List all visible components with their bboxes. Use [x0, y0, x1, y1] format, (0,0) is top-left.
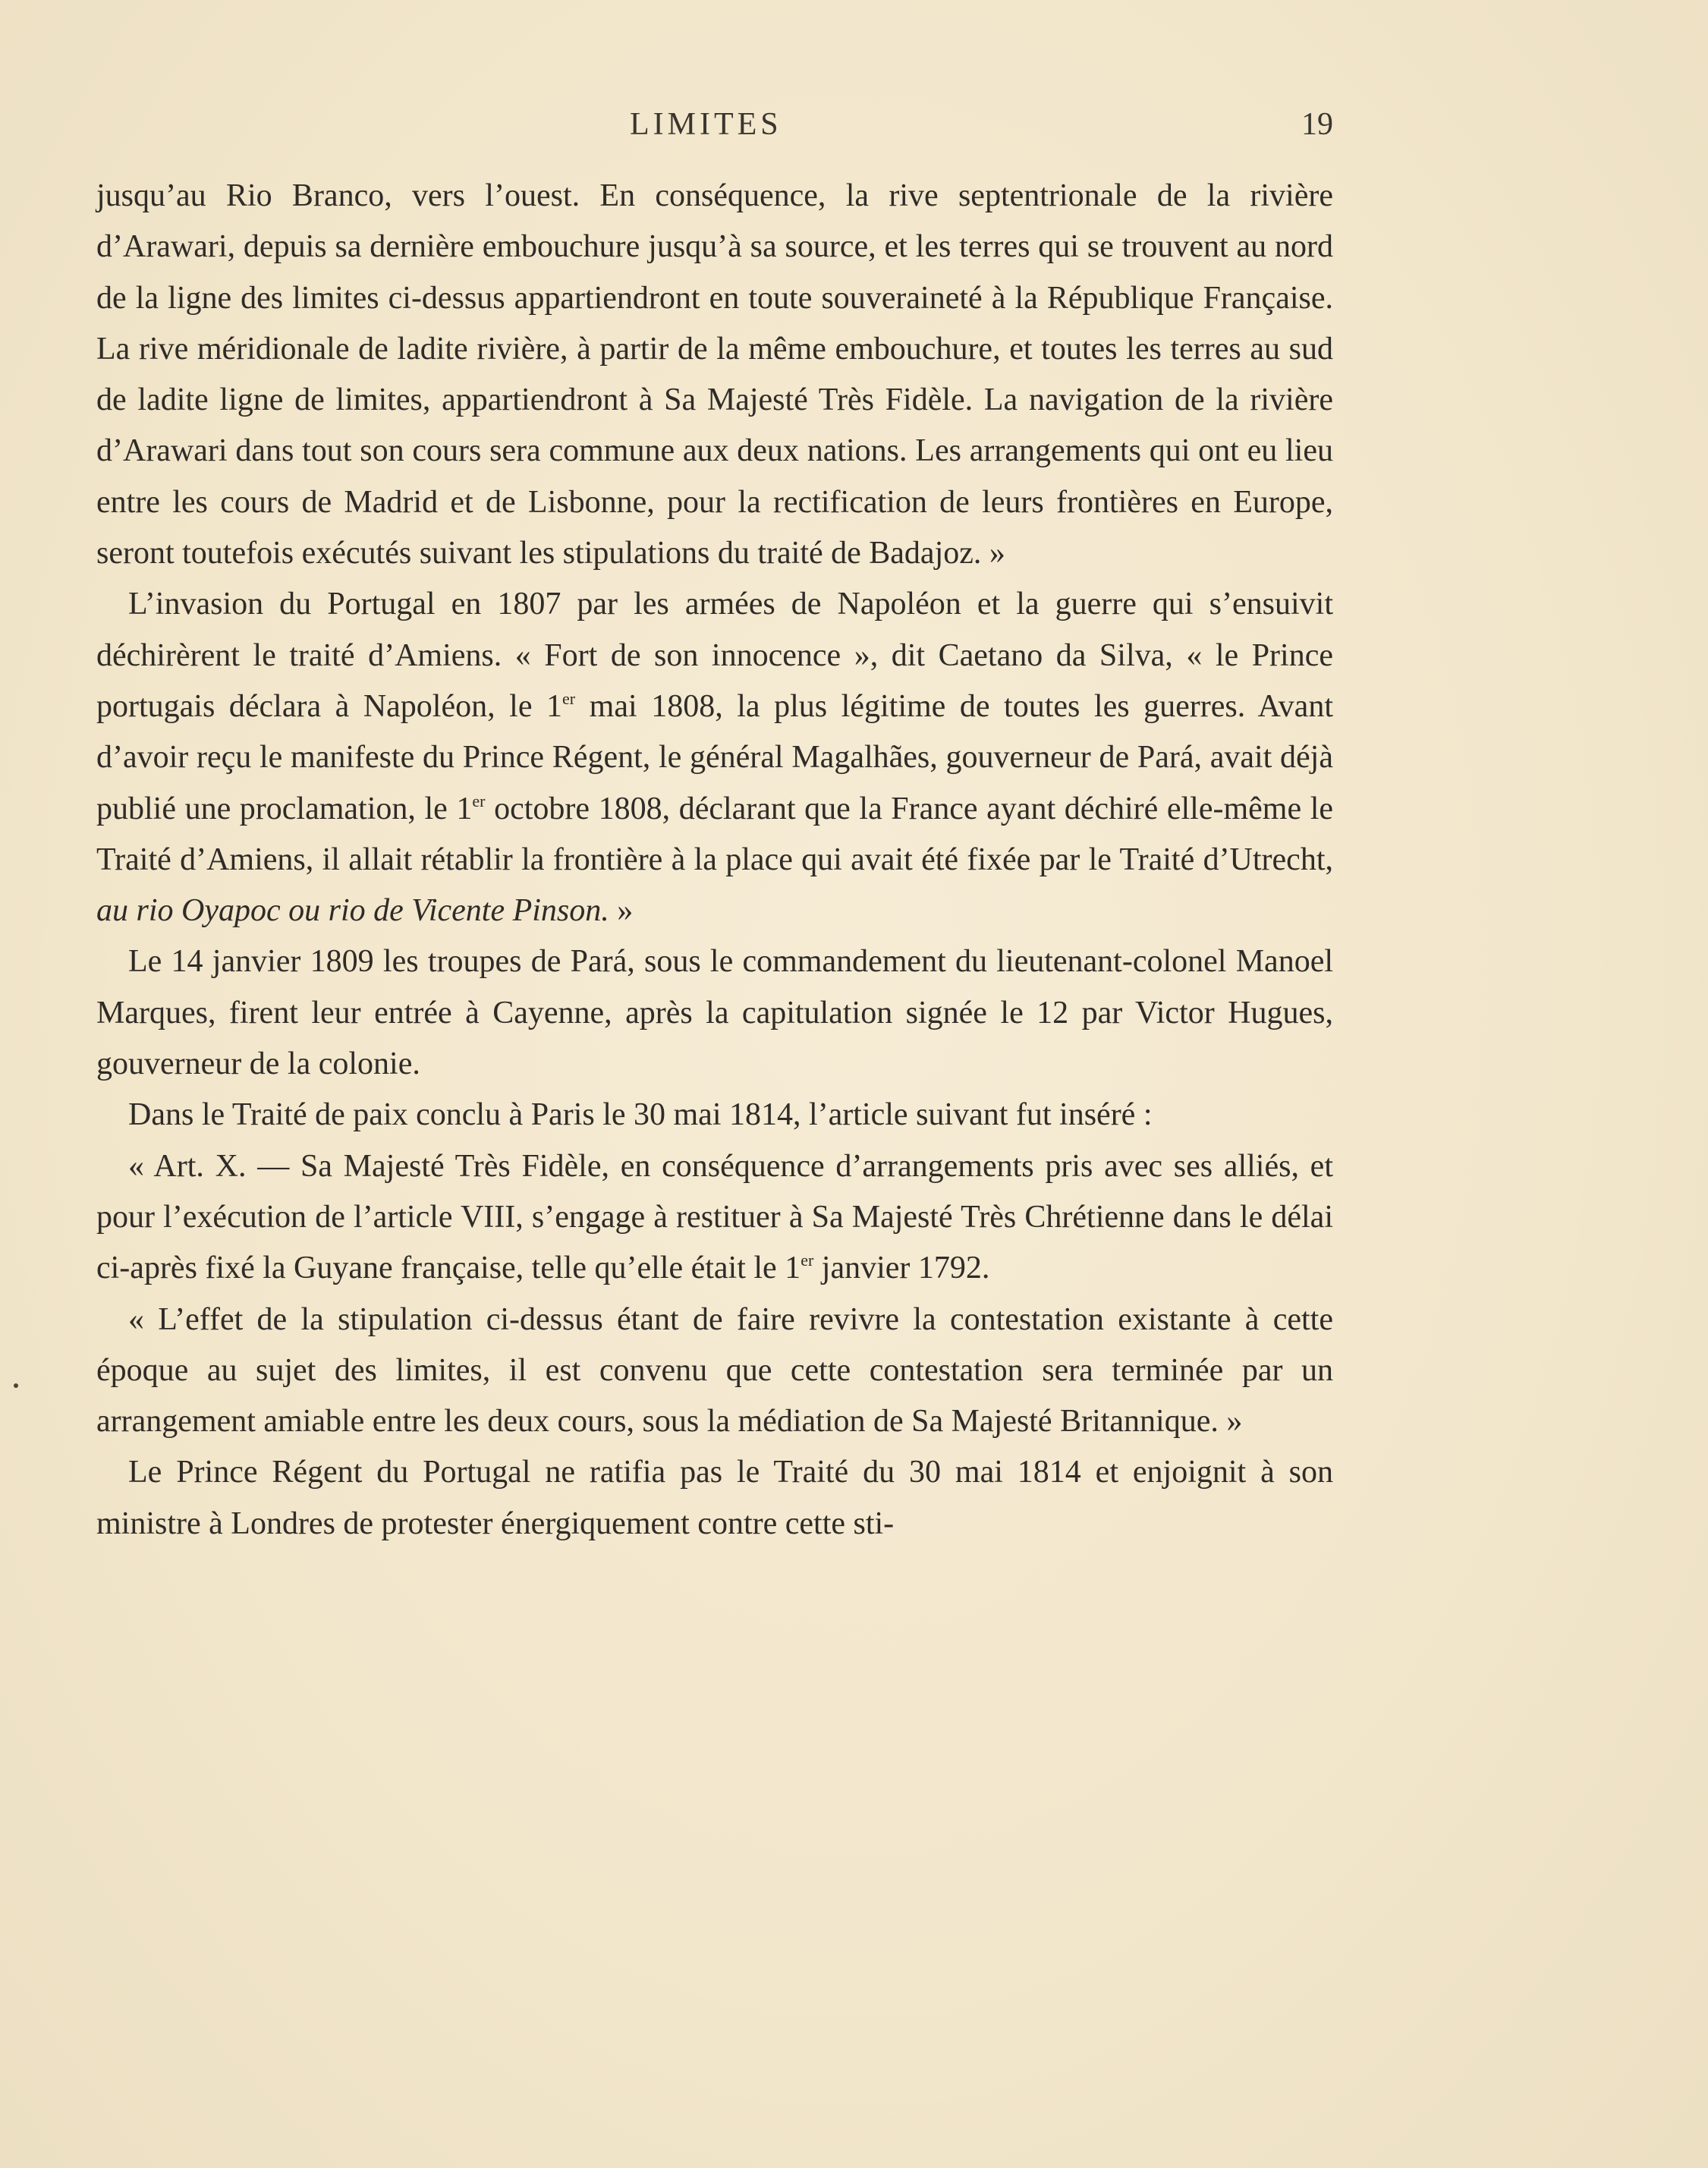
paragraph-2-part-b: mai 1808, la plus légitime de toutes les guerres. Avant d’avoir reçu le manifeste du Prince Régent, le général Magalhães, gouverneur de Pará, avait déjà publié une proclamation, le 1 — [96, 688, 1333, 826]
paragraph-7: Le Prince Régent du Portugal ne ratifia pas le Traité du 30 mai 1814 et enjoignit à son ministre à Londres de protester énergiquement contre cette sti- — [96, 1455, 1333, 1541]
superscript-er: er — [801, 1251, 814, 1270]
paragraph-6: « L’effet de la stipulation ci-dessus étant de faire revivre la contestation existante à cette époque au sujet des limites, il est convenu que cette contestation sera terminée par un arrangement amiable entre les deux cours, sous la médiation de Sa Majesté Britannique. » — [96, 1301, 1333, 1440]
margin-mark — [14, 1383, 18, 1388]
paragraph-5 — [96, 1141, 1333, 1295]
running-head — [0, 106, 1708, 152]
paragraph-5-part-b: janvier 1792. — [813, 1251, 990, 1286]
superscript-er: er — [472, 791, 486, 810]
italic-quote: au rio Oyapoc ou rio de Vicente Pinson. — [96, 893, 609, 929]
paragraph-2-part-a: L’invasion du Portugal en 1807 par les armées de Napoléon et la guerre qui s’ensuivit déchirèrent le traité d’Amiens. « Fort de son innocence », dit Caetano da Silva, « le Prince portugais déclara à Napoléon, le 1 — [96, 587, 1333, 724]
paragraph-5-part-a: « Art. X. — Sa Majesté Très Fidèle, en conséquence d’arrangements pris avec ses alliés, et pour l’exécution de l’article VIII, s’engage à restituer à Sa Majesté Très Chrétienne dans le délai ci-après fixé la Guyane française, telle qu’elle était le 1 — [96, 1148, 1333, 1286]
paragraph-3: Le 14 janvier 1809 les troupes de Pará, sous le commandement du lieutenant-colonel Manoel Marques, firent leur entrée à Cayenne, après la capitulation signée le 12 par Victor Hugues, gouverneur de la colonie. — [96, 944, 1333, 1082]
body-text — [96, 171, 1333, 1550]
paragraph-4: Dans le Traité de paix conclu à Paris le 30 mai 1814, l’article suivant fut inséré : — [128, 1097, 1153, 1133]
page-number: 19 — [1301, 107, 1333, 142]
paragraph-2 — [96, 579, 1333, 936]
paragraph-2-part-d: » — [609, 893, 634, 929]
paragraph-2-part-c: octobre 1808, déclarant que la France ayant déchiré elle-même le Traité d’Amiens, il allait rétablir la frontière à la place qui avait été fixée par le Traité d’Utrecht, — [96, 791, 1333, 877]
running-title: LIMITES — [630, 107, 782, 142]
paragraph-1: jusqu’au Rio Branco, vers l’ouest. En conséquence, la rive septentrionale de la rivière d’Arawari, depuis sa dernière embouchure jusqu’à sa source, et les terres qui se trouvent au nord de la ligne des limites ci-dessus appartiendront en toute souveraineté à la République Française. La rive méridionale de ladite rivière, à partir de la même embouchure, et toutes les terres au sud de ladite ligne de limites, appartiendront à Sa Majesté Très Fidèle. La navigation de la rivière d’Arawari dans tout son cours sera commune aux deux nations. Les arrangements qui ont eu lieu entre les cours de Madrid et de Lisbonne, pour la rectification de leurs frontières en Europe, seront toutefois exécutés suivant les stipulations du traité de Badajoz. » — [96, 178, 1333, 571]
superscript-er: er — [562, 688, 576, 708]
